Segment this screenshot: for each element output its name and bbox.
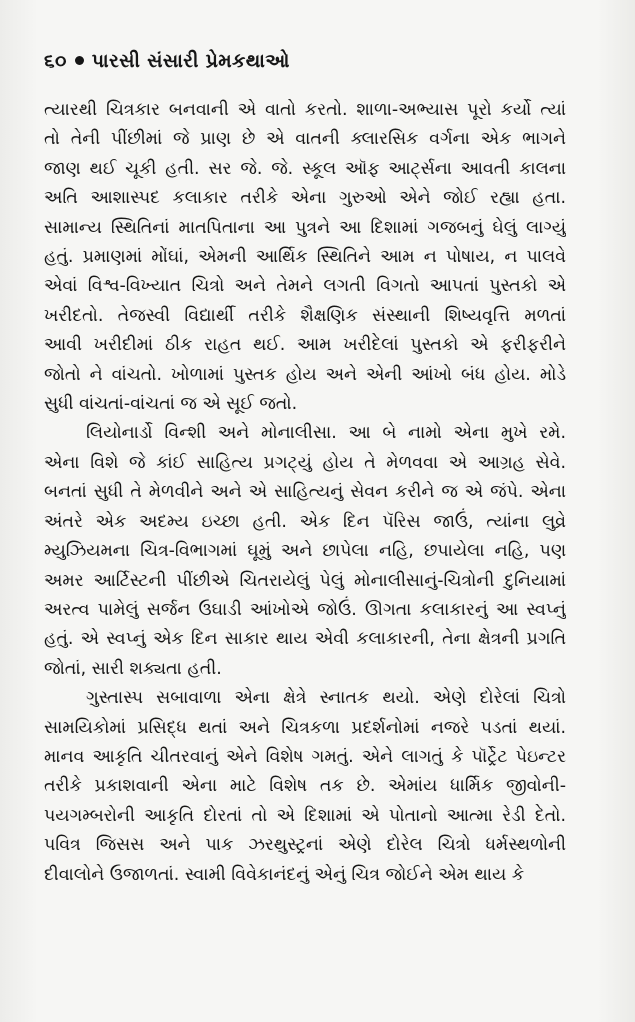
- text-line: માનવ આકૃતિ ચીતરવાનું એને વિશેષ ગમતું. એને લાગતું કે પૉર્ટ્રેટ પેઇન્ટર: [44, 746, 566, 767]
- text-line: પવિત્ર જિસસ અને પાક ઝરથુસ્ટ્રનાં એણે દોરેલ ચિત્રો ધર્મસ્થળોની: [44, 835, 566, 856]
- text-line: હતું. પ્રમાણમાં મોંઘાં, એમની આર્થિક સ્થિતિને આમ ન પોષાય, ન પાલવે: [44, 247, 566, 268]
- paragraph: [44, 419, 566, 684]
- text-line: મ્યુઝિયમના ચિત્ર-વિભાગમાં ઘૂમું અને છાપેલા નહિ, છપાયેલા નહિ, પણ: [44, 541, 566, 562]
- text-line: દીવાલોને ઉજાળતાં. સ્વામી વિવેકાનંદનું એનું ચિત્ર જોઈને એમ થાય કે: [44, 864, 525, 885]
- text-line: બનતાં સુધી તે મેળવીને અને એ સાહિત્યનું સેવન કરીને જ એ જંપે. એના: [44, 482, 566, 503]
- text-line: તો તેની પીંછીમાં જે પ્રાણ છે એ વાતની ક્લારસિક વર્ગના એક ભાગને: [44, 129, 566, 150]
- text-line: જોતાં, સારી શક્યતા હતી.: [44, 658, 222, 679]
- text-line: જાણ થઈ ચૂકી હતી. સર જે. જે. સ્કૂલ ઑફ આર્ટ્સના આવતી કાલના: [44, 158, 566, 179]
- running-header: [44, 50, 290, 72]
- text-line: સામાન્ય સ્થિતિનાં માતપિતાના આ પુત્રને આ દિશામાં ગજબનું ઘેલું લાગ્યું: [44, 217, 566, 238]
- text-line: અરત્વ પામેલું સર્જન ઉઘાડી આંખોએ જોઉં. ઊગતા કલાકારનું આ સ્વપ્નું: [44, 599, 566, 620]
- text-line: સામયિકોમાં પ્રસિદ્ધ થતાં અને ચિત્રકળા પ્રદર્શનોમાં નજરે પડતાં થયાં.: [44, 717, 566, 738]
- text-line: ત્યારથી ચિત્રકાર બનવાની એ વાતો કરતો. શાળા-અભ્યાસ પૂરો કર્યો ત્યાં: [44, 100, 566, 120]
- text-line: જોતો ને વાંચતો. ખોળામાં પુસ્તક હોય અને એની આંખો બંધ હોય. મોડે: [44, 364, 566, 385]
- page-number: ૬૦: [44, 50, 67, 72]
- text-line: અતિ આશાસ્પદ કલાકાર તરીકે એના ગુરુઓ એને જોઈ રહ્યા હતા.: [44, 188, 566, 209]
- body-text: [44, 96, 566, 890]
- text-line: આવી ખરીદીમાં ઠીક રાહત થઈ. આમ ખરીદેલાં પુસ્તકો એ ફરીફરીને: [44, 335, 566, 356]
- paragraph: [44, 684, 566, 890]
- paragraph: [44, 96, 566, 419]
- text-line: એવાં વિશ્વ-વિખ્યાત ચિત્રો અને તેમને લગતી વિગતો આપતાં પુસ્તકો એ: [44, 276, 566, 297]
- text-line: ગુસ્તાસ્પ સબાવાળા એના ક્ષેત્રે સ્નાતક થયો. એણે દોરેલાં ચિત્રો: [86, 688, 566, 709]
- text-line: હતું. એ સ્વપ્નું એક દિન સાકાર થાય એવી કલાકારની, તેના ક્ષેત્રની પ્રગતિ: [44, 629, 566, 650]
- text-line: અમર આર્ટિસ્ટની પીંછીએ ચિતરાયેલું પેલું મોનાલીસાનું-ચિત્રોની દુનિયામાં: [44, 570, 566, 591]
- book-title: પારસી સંસારી પ્રેમકથાઓ: [91, 50, 290, 72]
- text-line: ખરીદતો. તેજસ્વી વિદ્યાર્થી તરીકે શૈક્ષણિક સંસ્થાની શિષ્યવૃત્તિ મળતાં: [44, 305, 566, 326]
- text-line: અંતરે એક અદમ્ય ઇચ્છા હતી. એક દિન પૅરિસ જાઉં, ત્યાંના લુવ્રે: [44, 511, 566, 532]
- text-line: સુધી વાંચતાં-વાંચતાં જ એ સૂઈ જતો.: [44, 394, 298, 415]
- text-line: તરીકે પ્રકાશવાની એના માટે વિશેષ તક છે. એમાંય ધાર્મિક જીવોની-: [44, 776, 566, 797]
- text-line: લિયોનાર્ડો વિન્શી અને મોનાલીસા. આ બે નામો એના મુખે રમે.: [86, 423, 566, 444]
- bullet-separator-icon: [75, 56, 84, 65]
- text-line: પયગમ્બરોની આકૃતિ દોરતાં તો એ દિશામાં એ પોતાનો આત્મા રેડી દેતો.: [44, 805, 566, 826]
- text-line: એના વિશે જે કાંઈ સાહિત્ય પ્રગટ્યું હોય તે મેળવવા એ આગ્રહ સેવે.: [44, 452, 566, 473]
